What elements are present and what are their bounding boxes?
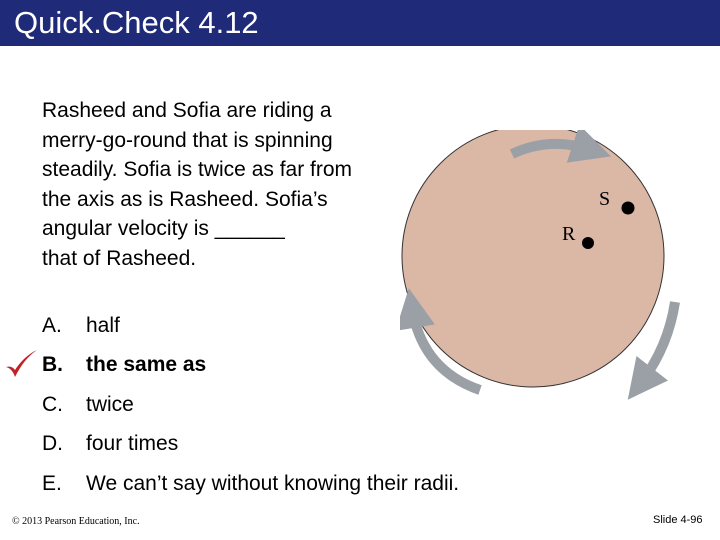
option-text: twice — [86, 393, 134, 416]
merry-go-round-diagram — [400, 130, 700, 400]
option-text: We can’t say without knowing their radii. — [86, 472, 460, 495]
title-bar — [0, 0, 720, 46]
option-text: half — [86, 314, 120, 337]
rasheed-dot — [582, 237, 594, 249]
sofia-label: S — [599, 188, 611, 210]
option-text: the same as — [86, 353, 207, 376]
merry-go-round-disk — [402, 130, 664, 387]
option-letter: A. — [42, 314, 62, 337]
option-text: four times — [86, 432, 179, 455]
checkmark-icon — [4, 348, 38, 380]
slide-number: Slide 4-96 — [653, 514, 703, 526]
option-letter: B. — [42, 353, 63, 376]
question-text: Rasheed and Sofia are riding a merry-go-round that is spinning steadily. Sofia is twice as far from the axis as is Rasheed. Sofia’s angular velocity is ______ that of Rasheed. — [42, 99, 353, 270]
sofia-dot — [622, 202, 635, 215]
rasheed-label: R — [562, 223, 576, 245]
option-letter: D. — [42, 432, 63, 455]
slide-title: Quick.Check 4.12 — [14, 5, 259, 40]
option-letter: C. — [42, 393, 63, 416]
copyright-text: © 2013 Pearson Education, Inc. — [12, 516, 140, 527]
option-letter: E. — [42, 472, 62, 495]
